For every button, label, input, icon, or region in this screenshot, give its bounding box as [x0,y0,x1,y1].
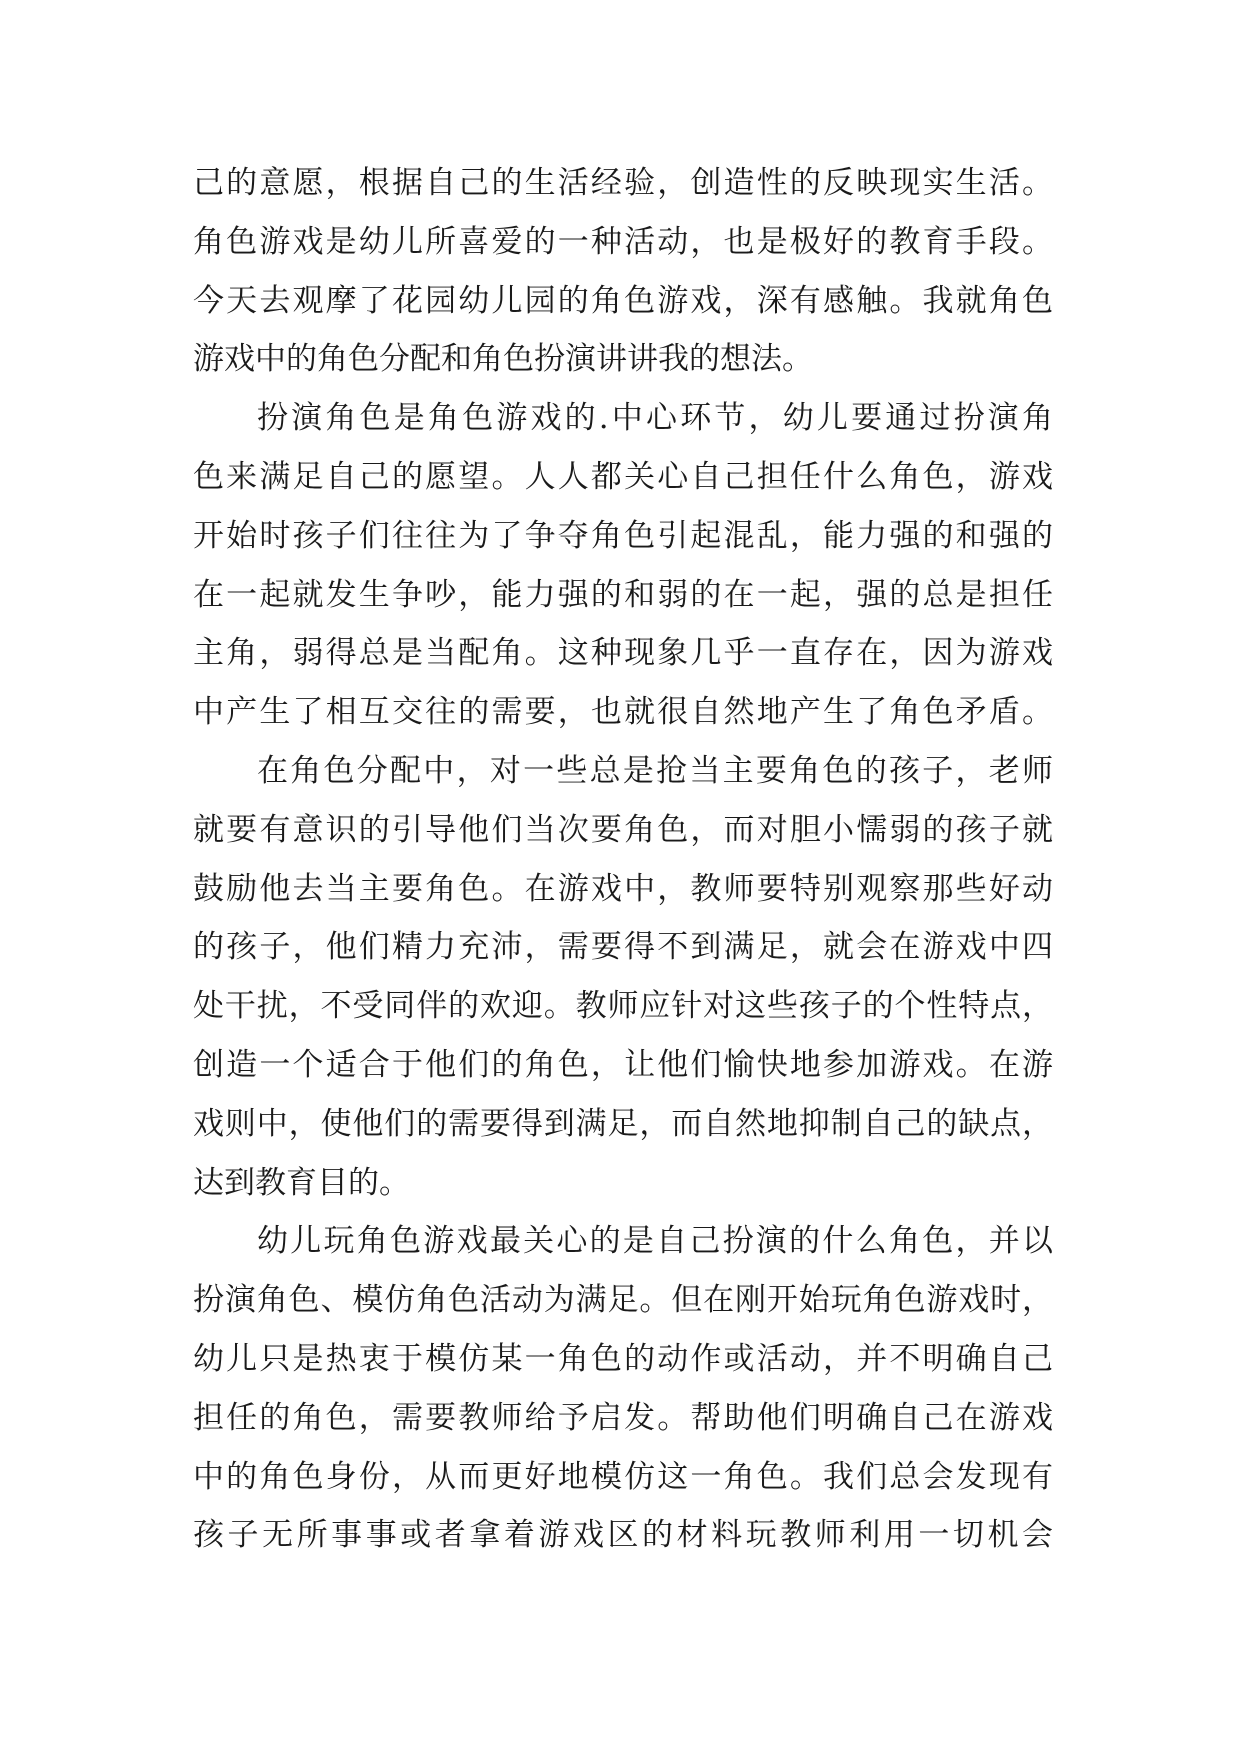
text-line: 达到教育目的。 [193,1164,410,1201]
text-line: 今天去观摩了花园幼儿园的角色游戏，深有感触。我就角色 [193,282,1053,319]
text-line: 中的角色身份，从而更好地模仿这一角色。我们总会发现有 [193,1458,1053,1495]
text-line: 角色游戏是幼儿所喜爱的一种活动，也是极好的教育手段。 [193,223,1053,260]
text-line: 己的意愿，根据自己的生活经验，创造性的反映现实生活。 [193,165,1053,201]
text-line: 的孩子，他们精力充沛，需要得不到满足，就会在游戏中四 [193,929,1053,966]
text-line: 中产生了相互交往的需要，也就很自然地产生了角色矛盾。 [193,694,1053,731]
text-line: 色来满足自己的愿望。人人都关心自己担任什么角色，游戏 [193,458,1053,495]
paragraph-first-line: 幼儿玩角色游戏最关心的是自己扮演的什么角色，并以 [257,1223,1053,1260]
text-line: 扮演角色、模仿角色活动为满足。但在刚开始玩角色游戏时， [193,1282,1053,1319]
text-line: 孩子无所事事或者拿着游戏区的材料玩教师利用一切机会 [193,1517,1053,1554]
text-line: 游戏中的角色分配和角色扮演讲讲我的想法。 [193,341,813,378]
text-line: 担任的角色，需要教师给予启发。帮助他们明确自己在游戏 [193,1399,1053,1436]
text-line: 开始时孩子们往往为了争夺角色引起混乱，能力强的和强的 [193,517,1053,554]
text-line: 幼儿只是热衷于模仿某一角色的动作或活动，并不明确自己 [193,1340,1053,1377]
text-line: 创造一个适合于他们的角色，让他们愉快地参加游戏。在游 [193,1046,1053,1083]
paragraph-first-line: 在角色分配中，对一些总是抢当主要角色的孩子，老师 [257,752,1053,789]
text-line: 主角，弱得总是当配角。这种现象几乎一直存在，因为游戏 [193,635,1053,672]
text-line: 就要有意识的引导他们当次要角色，而对胆小懦弱的孩子就 [193,811,1053,848]
text-line: 在一起就发生争吵，能力强的和弱的在一起，强的总是担任 [193,576,1053,613]
text-line: 戏则中，使他们的需要得到满足，而自然地抑制自己的缺点， [193,1105,1053,1142]
text-line: 处干扰，不受同伴的欢迎。教师应针对这些孩子的个性特点， [193,988,1053,1025]
body-text [193,154,1053,1565]
paragraph-first-line: 扮演角色是角色游戏的.中心环节，幼儿要通过扮演角 [257,400,1053,437]
text-line: 鼓励他去当主要角色。在游戏中，教师要特别观察那些好动 [193,870,1053,907]
